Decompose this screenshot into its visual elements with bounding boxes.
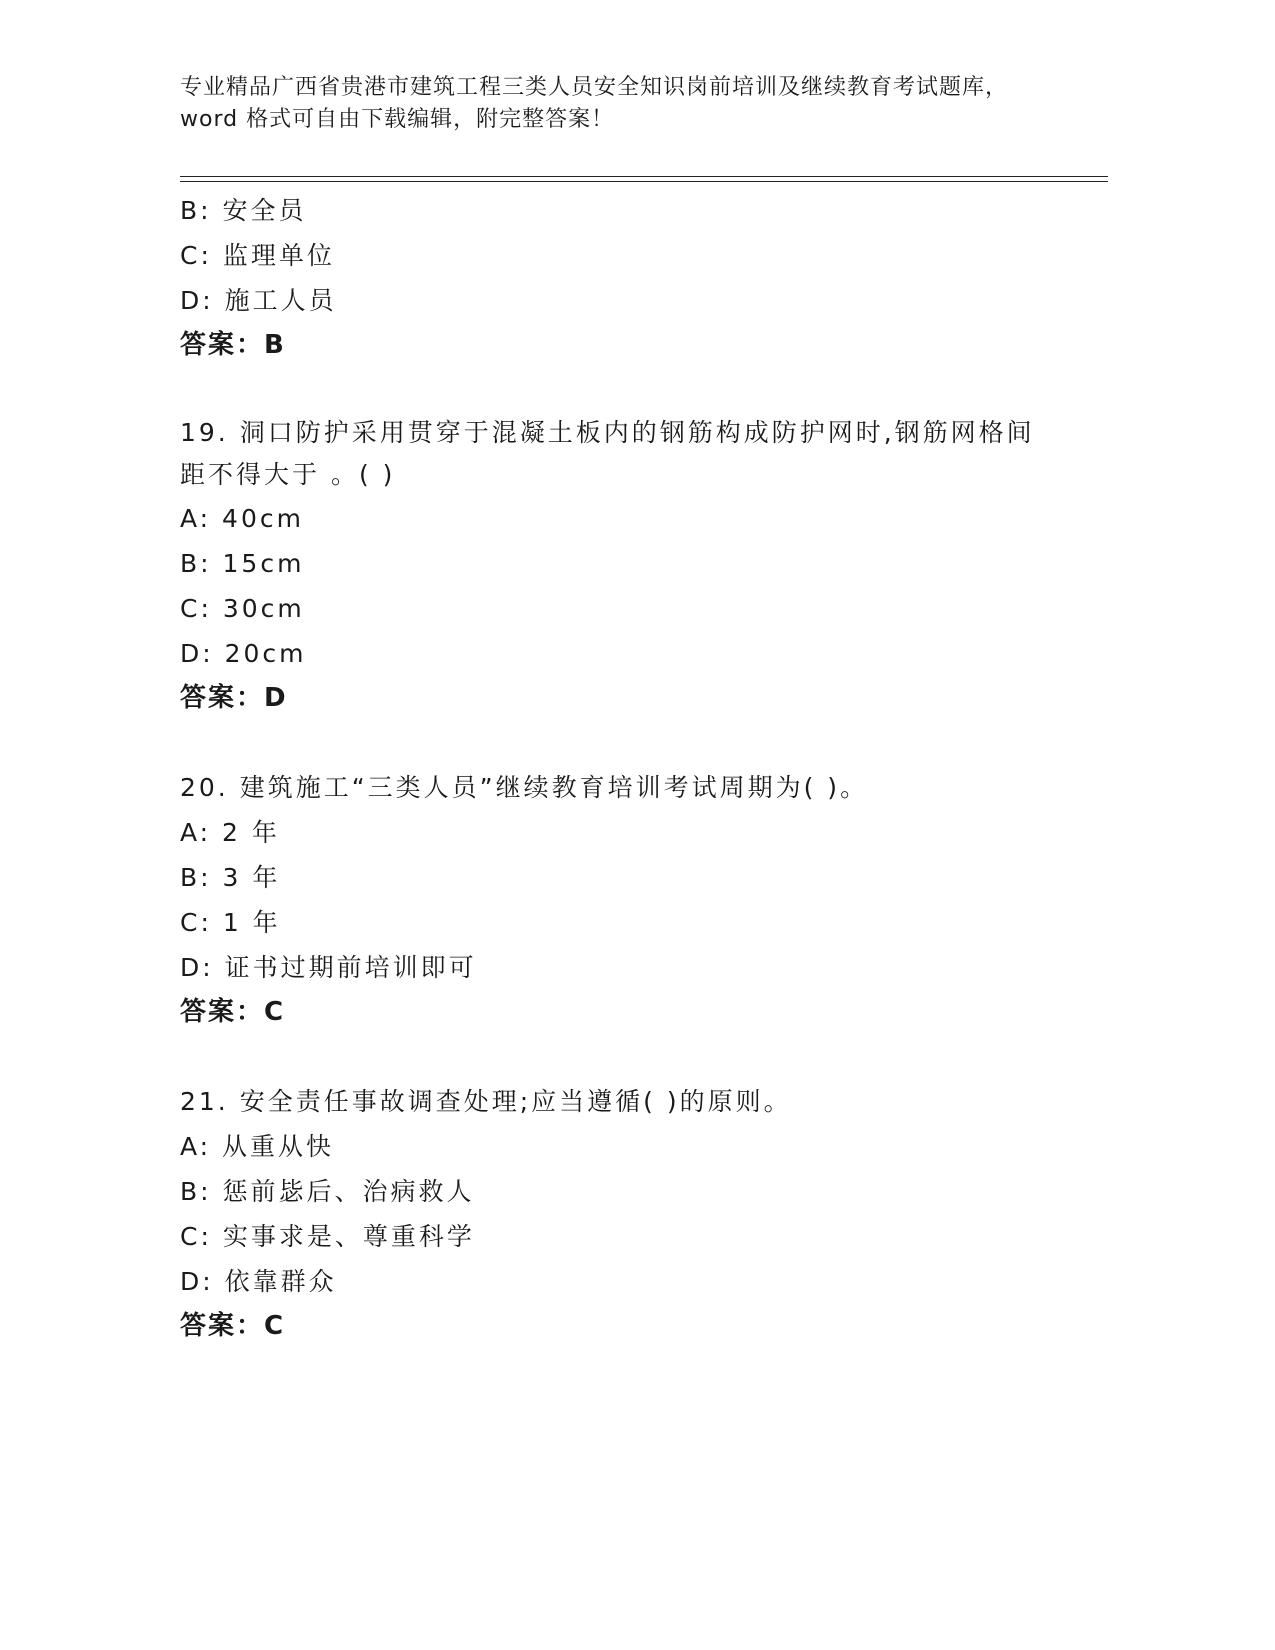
header-rule-top xyxy=(180,176,1108,177)
question-content xyxy=(180,188,1080,1349)
question-stem: 20. 建筑施工“三类人员”继续教育培训考试周期为( )。 xyxy=(180,773,869,802)
answer: 答案：D xyxy=(180,683,288,713)
header-line-1: 专业精品广西省贵港市建筑工程三类人员安全知识岗前培训及继续教育考试题库， xyxy=(180,75,1009,100)
option-d: D: 20cm xyxy=(180,639,307,668)
option-b: B: 15cm xyxy=(180,549,305,578)
header-rule-bottom xyxy=(180,181,1108,182)
answer: 答案：C xyxy=(180,997,286,1027)
answer: 答案：B xyxy=(180,330,286,360)
header-line-2: word 格式可自由下载编辑，附完整答案！ xyxy=(180,107,615,132)
option-b: B: 惩前毖后、治病救人 xyxy=(180,1177,475,1206)
question-20 xyxy=(180,765,1080,1035)
option-b: B: 3 年 xyxy=(180,863,281,892)
question-stem-line-1: 19. 洞口防护采用贯穿于混凝土板内的钢筋构成防护网时,钢筋网格间 xyxy=(180,418,1035,447)
question-stem xyxy=(180,412,1040,496)
option-c: C: 30cm xyxy=(180,594,305,623)
option-a: A: 2 年 xyxy=(180,818,280,847)
option-c: C: 1 年 xyxy=(180,908,281,937)
spacer xyxy=(180,1035,1080,1079)
option-b: B: 安全员 xyxy=(180,196,307,225)
option-d: D: 依靠群众 xyxy=(180,1267,337,1296)
question-stem: 21. 安全责任事故调查处理;应当遵循( )的原则。 xyxy=(180,1087,792,1116)
option-c: C: 实事求是、尊重科学 xyxy=(180,1222,475,1251)
question-stem-line-2: 距不得大于 。( ) xyxy=(180,460,396,489)
question-19 xyxy=(180,412,1080,721)
answer: 答案：C xyxy=(180,1311,286,1341)
option-d: D: 证书过期前培训即可 xyxy=(180,953,477,982)
spacer xyxy=(180,721,1080,765)
question-21 xyxy=(180,1079,1080,1349)
option-a: A: 40cm xyxy=(180,504,304,533)
option-c: C: 监理单位 xyxy=(180,241,335,270)
page-header xyxy=(180,72,1080,136)
option-d: D: 施工人员 xyxy=(180,286,337,315)
spacer xyxy=(180,368,1080,412)
option-a: A: 从重从快 xyxy=(180,1132,335,1161)
prev-question-block xyxy=(180,188,1080,368)
